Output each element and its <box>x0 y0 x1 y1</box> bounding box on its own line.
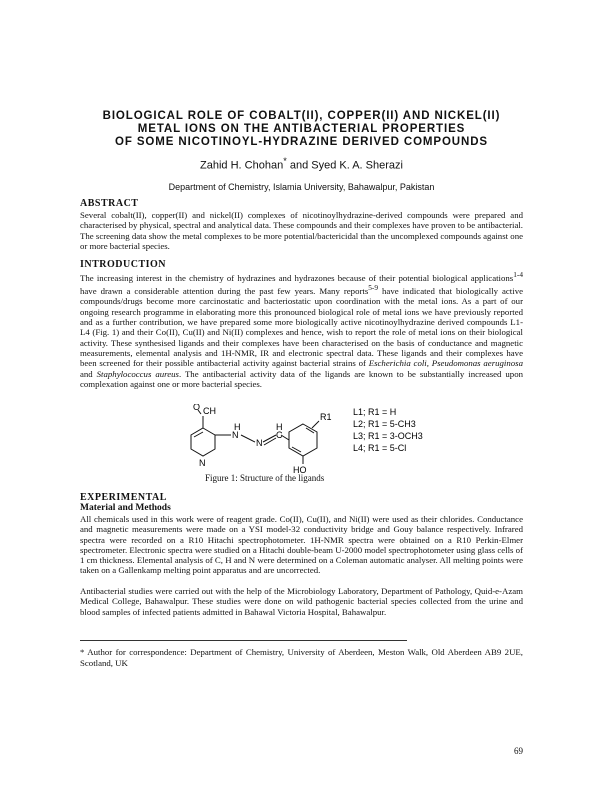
intro-ligand-range: L1-L4 <box>80 317 523 338</box>
intro-ref-1: 1-4 <box>513 270 523 279</box>
introduction-heading: INTRODUCTION <box>80 259 167 270</box>
author-1: Zahid H. Chohan <box>200 159 284 172</box>
intro-run-6: and <box>80 368 97 379</box>
ligand-structure-diagram <box>175 404 445 478</box>
legend-l1: L1; R1 = H <box>353 407 397 417</box>
figure-caption: Figure 1: Structure of the ligands <box>205 473 325 483</box>
authors <box>80 156 523 172</box>
intro-ref-2: 5-9 <box>368 283 379 293</box>
corresponding-mark: * <box>283 156 287 166</box>
paper-page <box>80 0 523 792</box>
title-line-2: METAL IONS ON THE ANTIBACTERIAL PROPERTIES <box>137 123 466 135</box>
legend-l2: L2; R1 = 5-CH3 <box>353 419 416 429</box>
atom-imine-n: N <box>256 438 263 448</box>
intro-nmr: 1H-NMR <box>220 347 255 358</box>
intro-run-4: (Fig. 1) and their Co(II), Cu(II) and Ni(II) complexes and hence, wish to report the role of metal ions on their biological activity. These synthesised ligands and their complexes have been characterised on the basis of conductance and magnetic measurements, elemental analysis and <box>80 327 523 358</box>
author-joiner: and <box>286 159 312 172</box>
substituent-bond <box>312 421 319 428</box>
footnote-rule <box>80 640 407 641</box>
author-2: Syed K. A. Sherazi <box>311 159 403 172</box>
phenol-ring <box>289 424 317 456</box>
intro-species-1: Escherichia coli, Pseudomonas aeruginosa <box>368 358 523 369</box>
n-to-ch-bond <box>263 435 276 442</box>
phenol-double-bond-2 <box>292 447 301 452</box>
intro-run-2: have drawn a considerable attention during the past few years. Many reports <box>80 286 369 297</box>
affiliation: Department of Chemistry, Islamia University, Bahawalpur, Pakistan <box>168 182 435 192</box>
experimental-heading: EXPERIMENTAL <box>80 492 167 503</box>
nh-to-n-bond <box>241 435 255 442</box>
atom-pyridine-n: N <box>199 458 206 468</box>
intro-species-2: Staphylococcus aureus <box>96 368 179 379</box>
legend-l3: L3; R1 = 3-OCH3 <box>353 431 423 441</box>
abstract-heading: ABSTRACT <box>80 198 139 209</box>
paper-title <box>80 110 523 149</box>
structure-bonds <box>191 410 319 464</box>
intro-run-7: . The antibacterial activity data of the ligands are known to be substantially increased upon complexation against one or more bacterial species. <box>80 368 523 389</box>
footnote: * Author for correspondence: Department of Chemistry, University of Aberdeen, Meston Walk, Old Aberdeen AB9 2UE, Scotland, UK <box>80 647 523 668</box>
n-ch-double-bond <box>264 438 276 445</box>
atom-hydroxyl: HO <box>293 465 307 475</box>
ligand-structure-figure <box>175 404 445 478</box>
atom-amine-n: N <box>232 430 239 440</box>
atom-methine-h: H <box>276 422 283 432</box>
introduction-text <box>80 270 523 389</box>
atom-aldehyde-ch: CH <box>203 406 216 416</box>
phenol-double-bond-1 <box>306 428 314 433</box>
atom-r1: R1 <box>320 412 332 422</box>
atom-methine-c: C <box>276 430 283 440</box>
legend-l4: L4; R1 = 5-Cl <box>353 443 407 453</box>
abstract-text: Several cobalt(II), copper(II) and nickel(II) complexes of nicotinoylhydrazine-derived compounds were prepared and characterised by physical, spectral and analytical data. These compounds and their complexes have proven to be antibacterial. The screening data show the metal complexes to be more potential/bactericidal than the uncomplexed compounds against one or more bacterial species. <box>80 210 523 251</box>
experimental-text-1: All chemicals used in this work were of reagent grade. Co(II), Cu(II), and Ni(II) were used as their chlorides. Conductance and magnetic measurements were made on a YSI model-32 conductivity bridge and Gouy balance respectively. Infrared spectra were recorded on a R10 Hitachi spectrophotometer. 1H-NMR spectra were obtained on a R10 Perkin-Elmer spectrometer. Electronic spectra were studied on a Hitachi double-beam U-2000 model spectrophotometer using glass cells of 1 cm thickness. Elemental analysis of C, H and N were determined on a Coleman automatic analyser. All melting points were taken on a Gallenkamp melting point apparatus and are uncorrected. <box>80 514 523 576</box>
intro-run-1: The increasing interest in the chemistry of hydrazines and hydrazones because of their potential biological applications <box>80 272 514 283</box>
title-line-1: BIOLOGICAL ROLE OF COBALT(II), COPPER(II) AND NICKEL(II) <box>102 110 501 122</box>
atom-amine-h: H <box>234 422 241 432</box>
methods-subheading: Material and Methods <box>80 503 171 513</box>
title-line-3: OF SOME NICOTINOYL-HYDRAZINE DERIVED COMPOUNDS <box>115 136 488 148</box>
page-number: 69 <box>514 746 523 756</box>
intro-run-5: , IR and electronic spectral data. These ligands and their complexes have been screened for their possible antibacterial activity against bacterial strains of <box>80 347 523 369</box>
intro-run-3: have indicated that biologically active compounds/drugs become more carcinostatic and bacteriostatic upon coordination with the metal ions. As a part of our ongoing research programme in elaborating more this pronounced biological role of metal ions we have previously reported and as a further contribution, we have prepared some more biologically active nicotinoylhydrazine derived compounds <box>80 286 523 328</box>
atom-aldehyde-o: O <box>193 404 201 412</box>
experimental-text-2: Antibacterial studies were carried out with the help of the Microbiology Laboratory, Department of Pathology, Quid-e-Azam Medical College, Bahawalpur. These studies were done on wild pathogenic bacterial species collected from the urine and blood samples of infected patients admitted in Bahawal Victoria Hospital, Bahawalpur. <box>80 586 523 617</box>
